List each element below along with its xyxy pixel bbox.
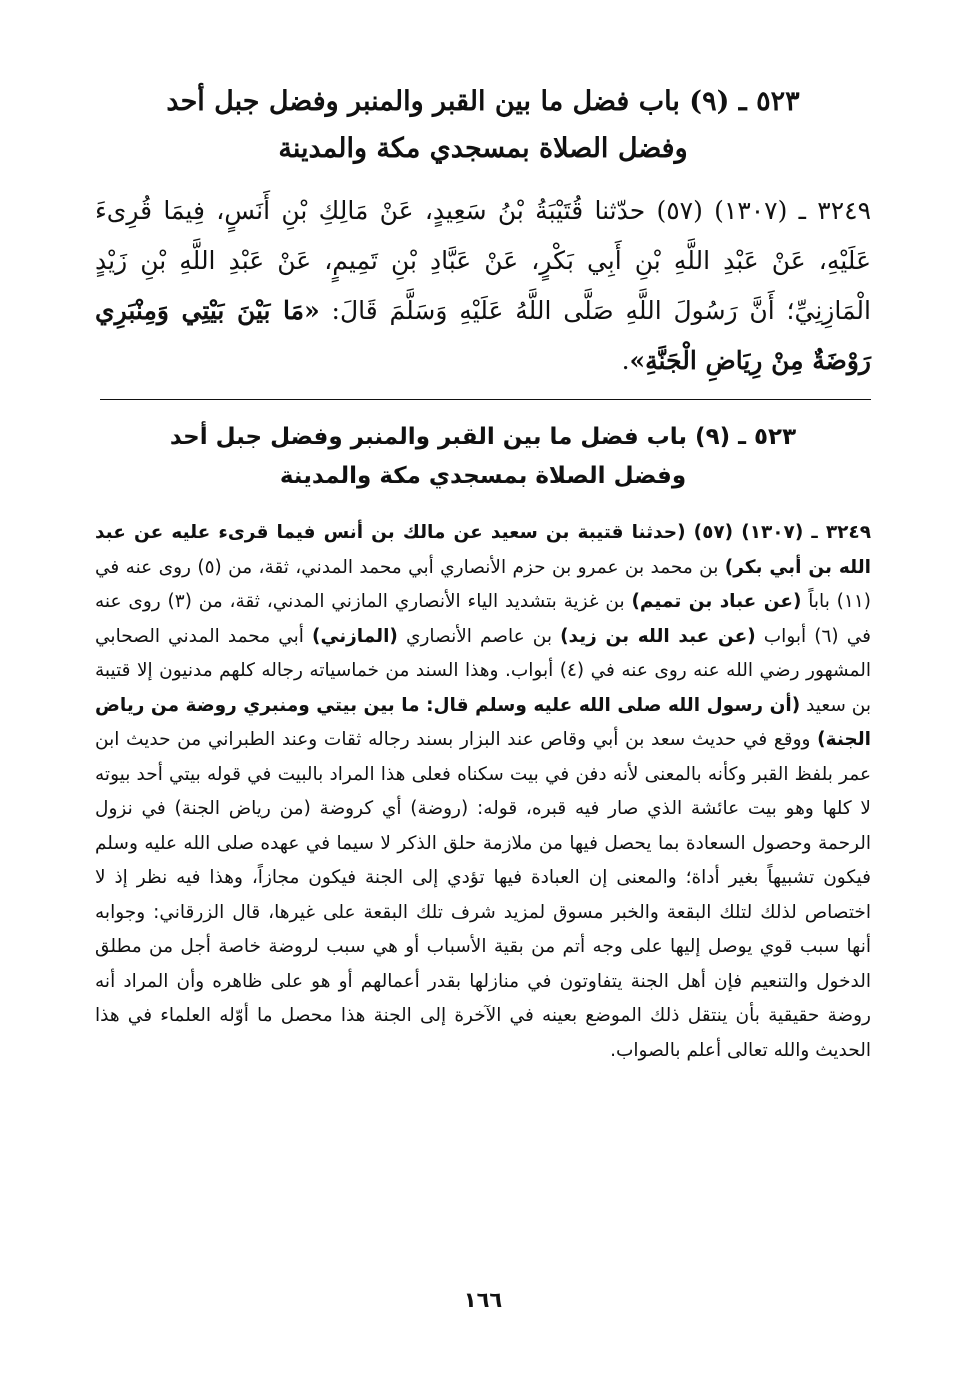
commentary-isnad-4: (المازني) (312, 625, 398, 647)
commentary-isnad-1: ٣٢٤٩ ـ (١٣٠٧) (٥٧) (حدثنا قتيبة بن سعيد عن مالك بن أنس فيما قرىء عليه عن عبد الله بن أبي بكر) (95, 522, 871, 578)
commentary-explanation: ووقع في حديث سعد بن أبي وقاص عند البزار بسند رجاله ثقات وعند الطبراني من حديث ابن عمر بلفظ القبر وكأنه بالمعنى لأنه دفن في بيت سكناه فعلى هذا المراد بالبيت في قوله بيتي أحد بيوته لا كلها وهو بيت عائشة الذي صار فيه قبره، قوله: (روضة) أي كروضة (من رياض الجنة) في نزول الرحمة وحصول السعادة بما يحصل فيها من ملازمة حلق الذكر لا سيما في عهده صلى الله عليه وسلم فيكون تشبيهاً بغير أداة؛ والمعنى إن العبادة فيها تؤدي إلى الجنة فيكون مجازاً، وهذا فيه نظر إذ لا اختصاص لذلك لتلك البقعة والخبر مسوق لمزيد شرف تلك البقعة على غيرها، قال الزرقاني: وجوابه أنها سبب قوي يوصل إليها على وجه أتم من بقية الأسباب أو هي سبب لروضة خاصة أجل من مطلق الدخول والتنعيم فإن أهل الجنة يتفاوتون في منازلها بقدر أعمالهم أو هو على ظاهره وأن المراد أنه روضة حقيقية بأن ينتقل ذلك الموضع بعينه في الآخرة إلى الجنة هذا محصل ما أوّله العلماء في هذا الحديث والله تعالى أعلم بالصواب. (95, 729, 871, 1061)
commentary-isnad-2: (عن عباد بن تميم) (631, 591, 802, 612)
commentary-note-3: بن عاصم الأنصاري (397, 625, 561, 647)
commentary-isnad-3: (عن عبد الله بن زيد) (560, 625, 756, 647)
hadith-text (95, 186, 871, 386)
hadith-end-mark: . (621, 346, 630, 375)
book-page (95, 78, 871, 1380)
commentary-matn: (أن رسول الله صلى الله عليه وسلم قال: ما بين بيتي ومنبري روضة من رياض الجنة) (95, 694, 871, 750)
section-divider (100, 399, 871, 400)
chapter-heading-top-line1: ٥٢٣ ـ (٩) باب فضل ما بين القبر والمنبر وفضل جبل أحد (166, 86, 800, 117)
hadith-isnad: ٣٢٤٩ ـ (١٣٠٧) (٥٧) حدّثنا قُتَيْبَةُ بْنُ سَعِيدٍ، عَنْ مَالِكِ بْنِ أَنَسٍ، فِيمَا قُرِىءَ عَلَيْهِ، عَنْ عَبْدِ اللَّهِ بْنِ أَبِي بَكْرٍ، عَنْ عَبَّادِ بْنِ تَمِيمٍ، عَنْ عَبْدِ اللَّهِ بْنِ زَيْدٍ الْمَازِنِيِّ؛ أَنَّ رَسُولَ اللَّهِ صَلَّى اللَّهُ عَلَيْهِ وَسَلَّمَ قَالَ: (95, 196, 871, 325)
hadith-matn: «مَا بَيْنَ بَيْتِي وَمِنْبَرِي رَوْضَةٌ مِنْ رِيَاضِ الْجَنَّةِ» (95, 296, 871, 375)
commentary-section (95, 418, 871, 1087)
chapter-heading-commentary (95, 418, 871, 496)
chapter-heading-commentary-line2: وفضل الصلاة بمسجدي مكة والمدينة (279, 463, 687, 489)
chapter-heading-commentary-line1: ٥٢٣ ـ (٩) باب فضل ما بين القبر والمنبر وفضل جبل أحد (169, 424, 797, 450)
chapter-heading-top (95, 78, 871, 172)
commentary-text (95, 516, 871, 1068)
commentary-note-1: بن محمد بن عمرو بن حزم الأنصاري أبي محمد المدني، ثقة، من (٥) روى عنه في (١١) باباً (95, 556, 871, 612)
commentary-note-2: بن غزية بتشديد الياء الأنصاري المازني المدني، ثقة، من (٣) روى عنه في (٦) أبواب (95, 591, 871, 647)
chapter-heading-top-line2: وفضل الصلاة بمسجدي مكة والمدينة (278, 133, 688, 164)
commentary-note-4: أبي محمد المدني الصحابي المشهور رضي الله عنه روى عنه في (٤) أبواب. وهذا السند من خماسياته رجاله كلهم مدنيون إلا قتيبة بن سعيد (95, 625, 872, 716)
page-number: ١٦٦ (463, 1288, 503, 1312)
